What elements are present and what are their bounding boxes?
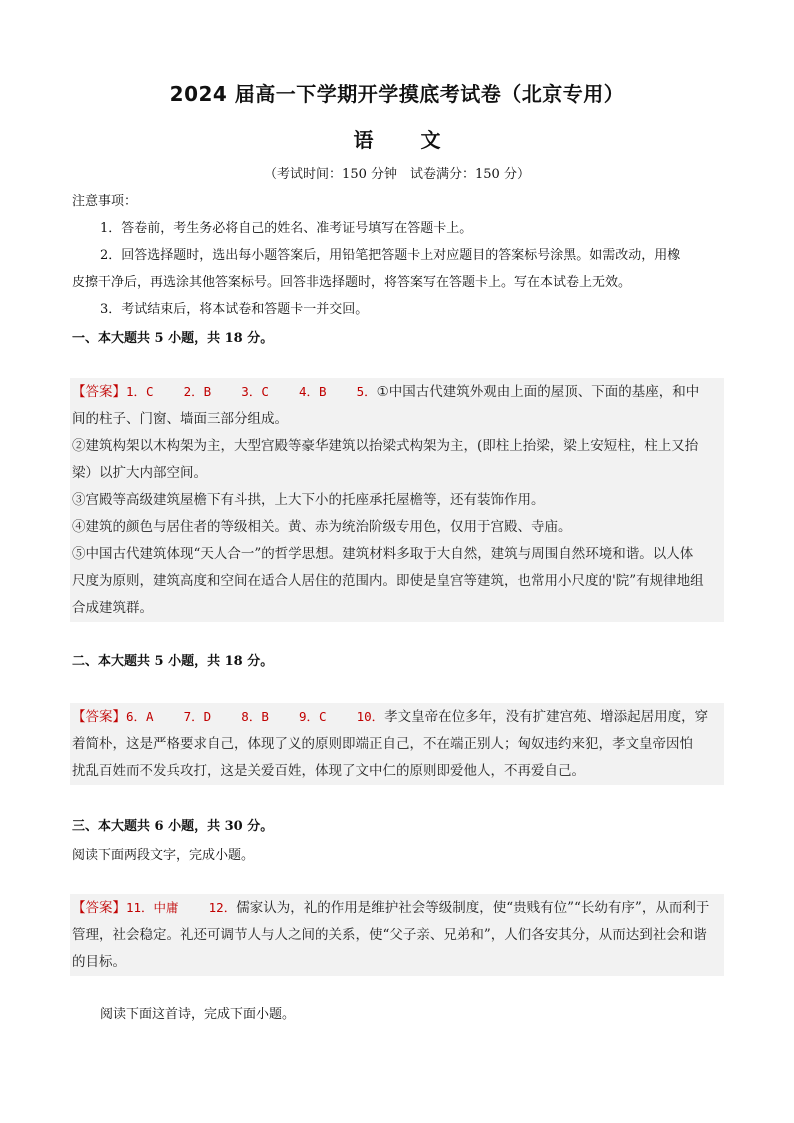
answer-text: 儒家认为，礼的作用是维护社会等级制度，使“贵贱有位”“长幼有序”，从而利于	[236, 900, 710, 916]
answer-line: 合成建筑群。	[72, 600, 153, 616]
notes-heading: 注意事项：	[72, 194, 138, 209]
note-item-2-cont: 皮擦干净后，再选涂其他答案标号。回答非选择题时，将答案写在答题卡上。写在本试卷上无效。	[72, 275, 632, 290]
section-3-heading: 三、本大题共 6 小题，共 30 分。	[72, 819, 274, 834]
answer-line: ③宫殿等高级建筑屋檐下有斗拱，上大下小的托座承托屋檐等，还有装饰作用。	[72, 492, 545, 508]
exam-meta: （考试时间：150 分钟 试卷满分：150 分）	[264, 167, 530, 182]
section-2-heading: 二、本大题共 5 小题，共 18 分。	[72, 654, 274, 669]
answer-line: 着简朴，这是严格要求自己，体现了义的原则即端正自己，不在端正别人；匈奴违约来犯，孝文皇帝因怕	[72, 736, 693, 752]
note-item-2: 2．回答选择题时，选出每小题答案后，用铅笔把答题卡上对应题目的答案标号涂黑。如需改动，用橡	[100, 248, 681, 263]
note-item-1: 1．答卷前，考生务必将自己的姓名、准考证号填写在答题卡上。	[100, 221, 473, 236]
answer-block-1	[70, 378, 724, 622]
section-1-heading: 一、本大题共 5 小题，共 18 分。	[72, 331, 274, 346]
answer-keys: 6．A 7．D 8．B 9．C 10．	[126, 709, 385, 724]
answer-tag: 【答案】	[72, 900, 126, 916]
section-3-instruction: 阅读下面两段文字，完成小题。	[72, 848, 255, 863]
note-item-3: 3．考试结束后，将本试卷和答题卡一并交回。	[100, 302, 369, 317]
answer-line	[72, 703, 722, 731]
answer-line	[72, 894, 722, 922]
answer-block-3	[70, 894, 724, 976]
answer-line: 尺度为原则，建筑高度和空间在适合人居住的范围内。即使是皇宫等建筑，也常用小尺度的'院”有规律地组	[72, 573, 704, 589]
answer-tag: 【答案】	[72, 384, 126, 400]
answer-line: 梁）以扩大内部空间。	[72, 465, 207, 481]
answer-line: ⑤中国古代建筑体现“天人合一”的哲学思想。建筑材料多取于大自然，建筑与周围自然环境和谐。以人体	[72, 546, 694, 562]
answer-text: 孝文皇帝在位多年，没有扩建宫苑、增添起居用度，穿	[384, 709, 709, 725]
answer-block-2	[70, 703, 724, 785]
answer-line: ②建筑构架以木构架为主，大型宫殿等豪华建筑以抬梁式构架为主，(即柱上抬梁，梁上安短柱，柱上又抬	[72, 438, 699, 454]
subject-title: 语 文	[353, 128, 441, 152]
answer-line	[72, 378, 722, 406]
answer-tag: 【答案】	[72, 709, 126, 725]
answer-line: 扰乱百姓而不发兵攻打，这是关爱百姓，体现了文中仁的原则即爱他人，不再爱自己。	[72, 763, 585, 779]
answer-keys: 1．C 2．B 3．C 4．B 5．	[126, 384, 377, 399]
answer-keys: 11．中庸 12．	[126, 900, 237, 915]
answer-line: 的目标。	[72, 954, 126, 970]
answer-line: ④建筑的颜色与居住者的等级相关。黄、赤为统治阶级专用色，仅用于宫殿、寺庙。	[72, 519, 572, 535]
answer-line: 间的柱子、门窗、墙面三部分组成。	[72, 411, 288, 427]
poem-instruction: 阅读下面这首诗，完成下面小题。	[100, 1007, 296, 1022]
answer-line: 管理，社会稳定。礼还可调节人与人之间的关系，使“父子亲、兄弟和”，人们各安其分，从而达到社会和谐	[72, 927, 707, 943]
exam-title: 2024 届高一下学期开学摸底考试卷（北京专用）	[169, 82, 625, 106]
answer-text: ①中国古代建筑外观由上面的屋顶、下面的基座，和中	[376, 384, 700, 400]
